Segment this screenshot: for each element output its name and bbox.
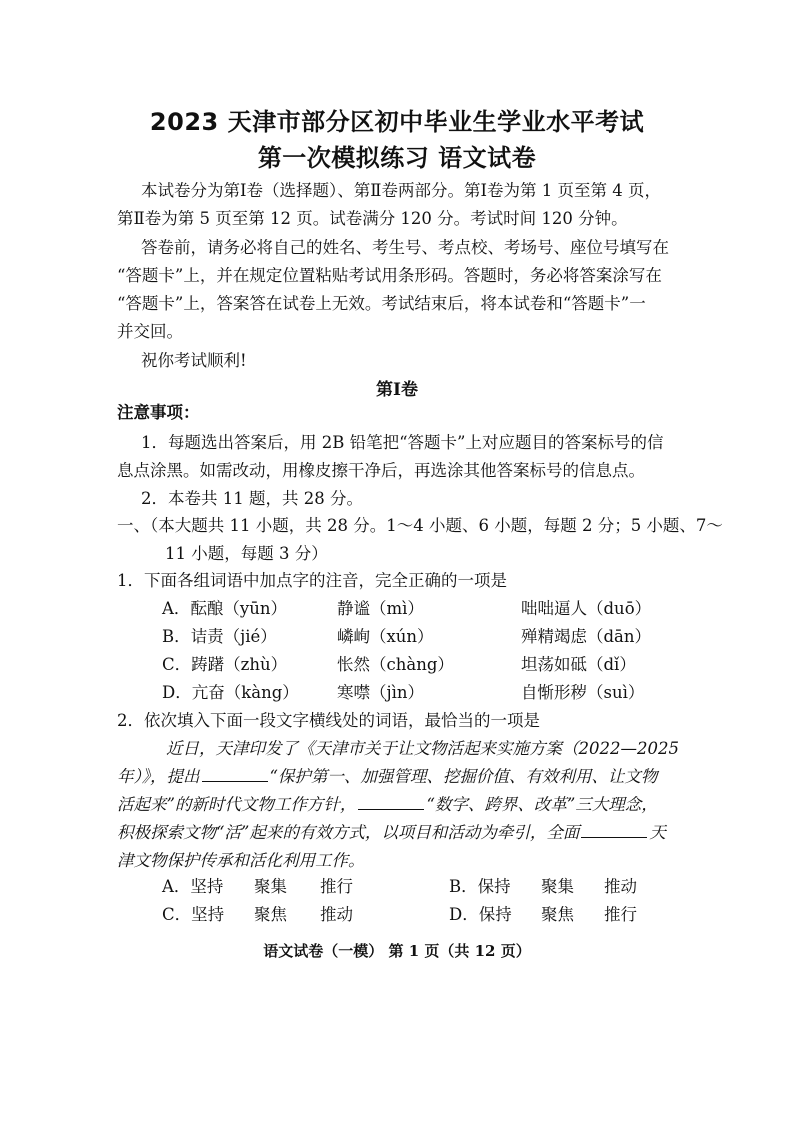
q2-passage-line-4 [117, 822, 666, 844]
q2-passage-line-5: 津文物保护传承和活化利用工作。 [117, 851, 365, 870]
intro-line-6: 并交回。 [117, 322, 183, 341]
q2-option-a-2: 聚集 [254, 877, 287, 896]
q2-blank-2[interactable] [358, 795, 424, 810]
q2-option-d-1: D．保持 [449, 905, 512, 924]
exam-title-line2: 第一次模拟练习 语文试卷 [257, 144, 537, 172]
notes-label: 注意事项： [117, 403, 200, 422]
intro-line-2: 第Ⅱ卷为第 5 页至第 12 页。试卷满分 120 分。考试时间 120 分钟。 [117, 209, 628, 228]
q1-option-d-2: 寒噤（jìn） [337, 683, 425, 702]
intro-line-5: “答题卡”上，答案答在试卷上无效。考试结束后，将本试卷和“答题卡”一 [117, 294, 646, 313]
q2-option-d-3: 推行 [604, 905, 637, 924]
intro-line-4: “答题卡”上，并在规定位置粘贴考试用条形码。答题时，务必将答案涂写在 [117, 266, 662, 285]
q2-passage-text-d: “数字、跨界、改革”三大理念， [426, 795, 658, 814]
q1-stem: 1．下面各组词语中加点字的注音，完全正确的一项是 [117, 571, 507, 590]
q2-option-b-1: B．保持 [449, 877, 511, 896]
q1-option-c-2: 怅然（chàng） [337, 655, 454, 674]
q2-passage-text-a: 年）》，提出 [117, 767, 200, 786]
intro-line-1: 本试卷分为第Ⅰ卷（选择题）、第Ⅱ卷两部分。第Ⅰ卷为第 1 页至第 4 页， [141, 181, 661, 200]
section-title: 第Ⅰ卷 [376, 380, 418, 400]
q1-option-a-3: 咄咄逼人（duō） [521, 599, 652, 618]
q2-passage-line-3 [117, 794, 658, 816]
q2-blank-1[interactable] [202, 767, 268, 782]
q2-option-c-2: 聚焦 [254, 905, 287, 924]
q2-option-d-2: 聚焦 [541, 905, 574, 924]
note-line-2: 息点涂黑。如需改动，用橡皮擦干净后，再选涂其他答案标号的信息点。 [117, 461, 645, 480]
q1-option-c-1: C．踌躇（zhù） [162, 655, 288, 674]
q1-option-b-3: 殚精竭虑（dān） [521, 627, 652, 646]
note-line-1: 1．每题选出答案后，用 2B 铅笔把“答题卡”上对应题目的答案标号的信 [141, 433, 664, 452]
q1-option-d-3: 自惭形秽（suì） [521, 683, 645, 702]
q2-passage-line-1: 近日，天津印发了《天津市关于让文物活起来实施方案（2022—2025 [166, 739, 679, 758]
page-footer: 语文试卷（一模） 第 1 页（共 12 页） [263, 942, 531, 960]
q2-option-c-1: C．坚持 [162, 905, 225, 924]
q1-option-d-1: D．亢奋（kàng） [162, 683, 299, 702]
q2-option-c-3: 推动 [320, 905, 353, 924]
q2-blank-3[interactable] [581, 823, 647, 838]
note-line-3: 2．本卷共 11 题，共 28 分。 [141, 489, 363, 508]
q1-option-a-1: A．酝酿（yūn） [162, 599, 287, 618]
part-heading-line-2: 11 小题，每题 3 分） [165, 544, 328, 563]
q1-option-c-3: 坦荡如砥（dǐ） [521, 655, 636, 674]
q2-passage-text-f: 天 [649, 823, 666, 842]
q2-passage-text-e: 积极探索文物“活”起来的有效方式，以项目和活动为牵引，全面 [117, 823, 580, 842]
q1-option-b-1: B．诘责（jié） [162, 627, 277, 646]
q1-option-a-2: 静谧（mì） [337, 599, 424, 618]
q2-option-a-1: A．坚持 [162, 877, 224, 896]
intro-wish: 祝你考试顺利! [141, 351, 247, 370]
intro-line-3: 答卷前，请务必将自己的姓名、考生号、考点校、考场号、座位号填写在 [141, 238, 669, 257]
q2-stem: 2．依次填入下面一段文字横线处的词语，最恰当的一项是 [117, 711, 540, 730]
q2-option-b-3: 推动 [604, 877, 637, 896]
q2-option-b-2: 聚集 [541, 877, 574, 896]
q2-passage-line-2 [117, 766, 657, 788]
q2-passage-text-b: “保护第一、加强管理、挖掘价值、有效利用、让文物 [269, 767, 658, 786]
q2-passage-text-c: 活起来”的新时代文物工作方针， [117, 795, 357, 814]
q2-option-a-3: 推行 [320, 877, 353, 896]
exam-title-line1: 2023 天津市部分区初中毕业生学业水平考试 [149, 108, 645, 136]
part-heading-line-1: 一、（本大题共 11 小题，共 28 分。1～4 小题、6 小题，每题 2 分；5 小题、7～ [117, 516, 723, 535]
q1-option-b-2: 嶙峋（xún） [337, 627, 434, 646]
